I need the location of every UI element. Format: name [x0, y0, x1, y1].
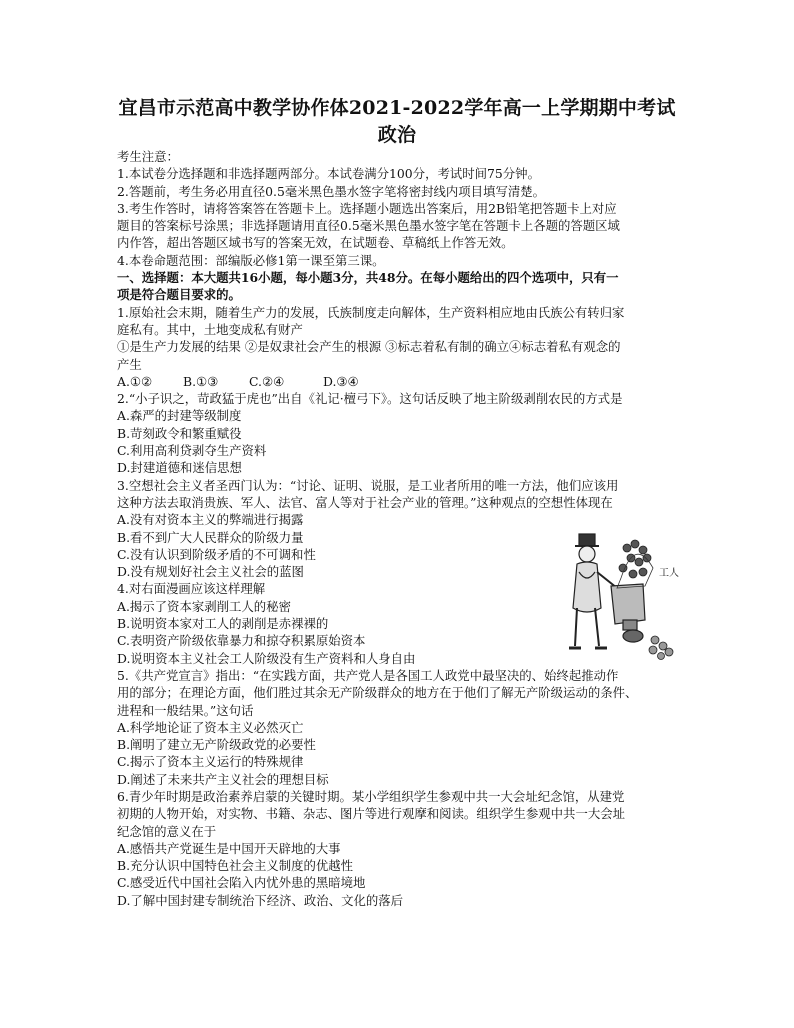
notice-line: 考生注意：	[117, 149, 179, 164]
question-stem: 2.“小子识之，苛政猛于虎也”出自《礼记·檀弓下》。这句话反映了地主阶级剥削农民的方式是	[117, 391, 623, 407]
notice-line: 2.答题前，考生务必用直径0.5毫米黑色墨水签字笔将密封线内项目填写清楚。	[117, 183, 546, 199]
notice-block	[117, 148, 687, 269]
option-d[interactable]: D.阐述了未来共产主义社会的理想目标	[117, 771, 329, 787]
question-stem: 庭私有。其中，土地变成私有财产	[117, 321, 303, 337]
option-a[interactable]: A.森严的封建等级制度	[117, 408, 242, 424]
question-stem: 初期的人物开始，对实物、书籍、杂志、图片等进行观摩和阅读。组织学生参观中共一大会址	[117, 806, 626, 822]
question-stem: 用的部分；在理论方面，他们胜过其余无产阶级群众的地方在于他们了解无产阶级运动的条件、	[117, 685, 638, 701]
option-row	[117, 373, 687, 390]
option-a[interactable]: A.①②	[117, 373, 153, 389]
section-heading-line: 项是符合题目要求的。	[117, 287, 241, 303]
option-b[interactable]: B.充分认识中国特色社会主义制度的优越性	[117, 858, 354, 874]
capitalist-figure	[569, 534, 617, 648]
section-heading	[117, 269, 687, 304]
option-d[interactable]: D.说明资本主义社会工人阶级没有生产资料和人身自由	[117, 650, 416, 666]
option-b[interactable]: B.①③	[183, 373, 219, 389]
option-a[interactable]: A.揭示了资本家剥削工人的秘密	[117, 598, 291, 614]
option-c[interactable]: C.感受近代中国社会陷入内忧外患的黑暗境地	[117, 875, 366, 891]
option-c[interactable]: C.利用高利贷剥夺生产资料	[117, 443, 267, 459]
question-stem: 4.对右面漫画应该这样理解	[117, 581, 266, 597]
exam-subject: 政治	[377, 124, 417, 146]
notice-line: 内作答，超出答题区域书写的答案无效，在试题卷、草稿纸上作答无效。	[117, 235, 514, 251]
option-d[interactable]: D.③④	[323, 373, 359, 389]
option-d[interactable]: D.封建道德和迷信思想	[117, 460, 242, 476]
section-heading-line: 一、选择题：本大题共16小题，每小题3分，共48分。在每小题给出的四个选项中，只有一	[117, 270, 619, 286]
option-a[interactable]: A.感悟共产党诞生是中国开天辟地的大事	[117, 840, 341, 856]
notice-line: 3.考生作答时，请将答案答在答题卡上。选择题小题选出答案后，用2B铅笔把答题卡上对应	[117, 200, 617, 216]
question-stem: 进程和一般结果。”这句话	[117, 702, 254, 718]
question-items: 产生	[117, 356, 142, 372]
question-stem: 纪念馆的意义在于	[117, 823, 217, 839]
question-stem: 3.空想社会主义者圣西门认为：“讨论、证明、说服，是工业者所用的唯一方法，他们应该用	[117, 477, 619, 493]
question-stem: 这种方法去取消贵族、军人、法官、富人等对于社会产业的管理。”这种观点的空想性体现在	[117, 494, 613, 510]
question-stem: 6.青少年时期是政治素养启蒙的关键时期。某小学组织学生参观中共一大会址纪念馆，从建党	[117, 788, 625, 804]
option-b[interactable]: B.看不到广大人民群众的阶级力量	[117, 529, 304, 545]
question-1	[117, 304, 687, 390]
question-5	[117, 667, 687, 788]
question-6	[117, 788, 687, 909]
option-c[interactable]: C.②④	[249, 373, 285, 389]
option-c[interactable]: C.表明资产阶级依靠暴力和掠夺积累原始资本	[117, 633, 366, 649]
question-2	[117, 390, 687, 476]
option-a[interactable]: A.科学地论证了资本主义必然灭亡	[117, 719, 304, 735]
option-b[interactable]: B.苛刻政令和繁重赋役	[117, 425, 242, 441]
option-d[interactable]: D.没有规划好社会主义社会的蓝图	[117, 564, 304, 580]
option-c[interactable]: C.揭示了资本主义运行的特殊规律	[117, 754, 304, 770]
exam-title: 宜昌市示范高中教学协作体2021-2022学年高一上学期期中考试	[118, 97, 676, 119]
option-b[interactable]: B.说明资本家对工人的剥削是赤裸裸的	[117, 616, 329, 632]
notice-line: 4.本卷命题范围：部编版必修1第一课至第三课。	[117, 252, 385, 268]
option-c[interactable]: C.没有认识到阶级矛盾的不可调和性	[117, 546, 316, 562]
cartoon-illustration	[565, 528, 685, 660]
question-stem: 1.原始社会末期，随着生产力的发展，氏族制度走向解体，生产资料相应地由氏族公有转归家	[117, 304, 625, 320]
option-d[interactable]: D.了解中国封建专制统治下经济、政治、文化的落后	[117, 892, 404, 908]
workers-crowd	[617, 540, 653, 588]
cartoon-label: 工人	[659, 568, 679, 579]
notice-line: 题目的答案标号涂黑；非选择题请用直径0.5毫米黑色墨水签字笔在答题卡上各题的答题区域	[117, 218, 620, 234]
grinder-machine	[611, 584, 645, 642]
option-b[interactable]: B.阐明了建立无产阶级政党的必要性	[117, 737, 316, 753]
option-a[interactable]: A.没有对资本主义的弊端进行揭露	[117, 512, 304, 528]
notice-line: 1.本试卷分选择题和非选择题两部分。本试卷满分100分，考试时间75分钟。	[117, 166, 540, 182]
coins-pile	[649, 636, 673, 660]
question-stem: 5.《共产党宣言》指出：“在实践方面，共产党人是各国工人政党中最坚决的、始终起推动作	[117, 667, 619, 683]
question-items: ①是生产力发展的结果 ②是奴隶社会产生的根源 ③标志着私有制的确立④标志着私有观念的	[117, 339, 621, 355]
